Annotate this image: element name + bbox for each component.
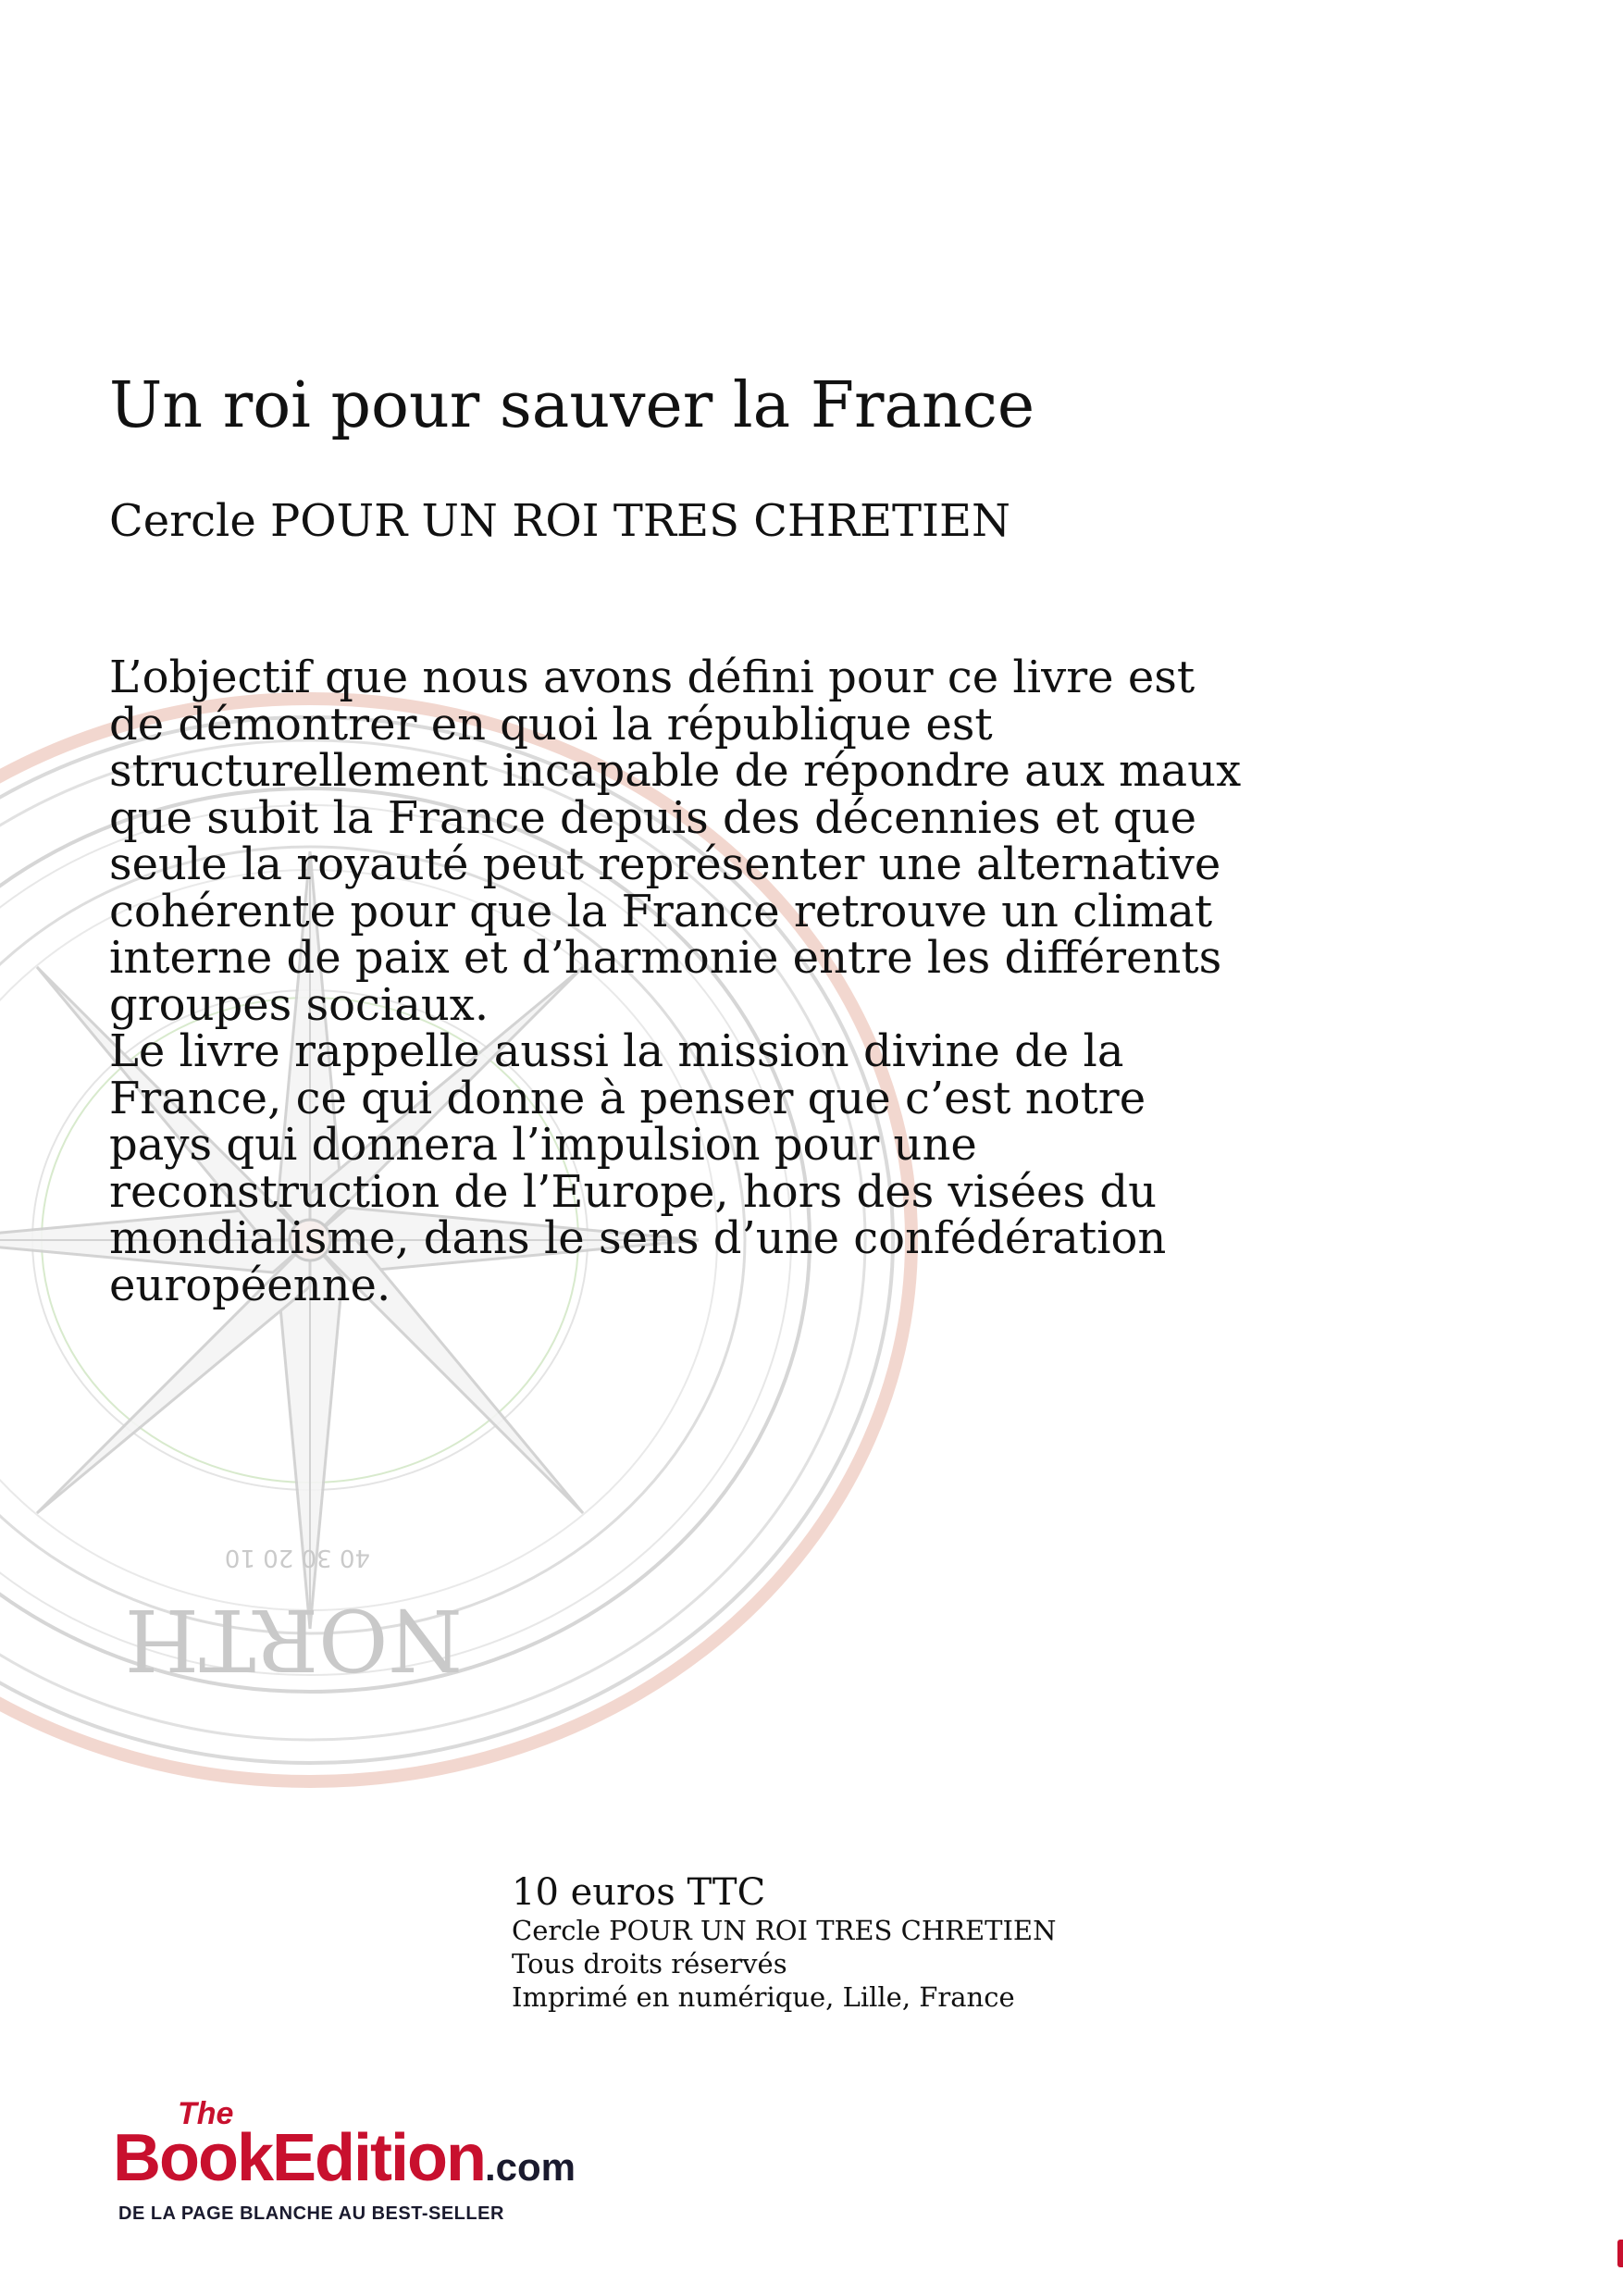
- logo-name: BookEdition: [113, 2121, 485, 2195]
- svg-text:NORTH: NORTH: [124, 1590, 463, 1689]
- logo-the: The: [178, 2096, 234, 2131]
- svg-text:40 30 20 10: 40 30 20 10: [224, 1544, 370, 1571]
- book-author: Cercle POUR UN ROI TRES CHRETIEN: [109, 495, 1011, 547]
- publisher-line: Cercle POUR UN ROI TRES CHRETIEN: [512, 1915, 1057, 1946]
- printing-line: Imprimé en numérique, Lille, France: [512, 1981, 1015, 2013]
- bookedition-logo: [113, 2096, 668, 2244]
- logo-tagline: DE LA PAGE BLANCHE AU BEST-SELLER: [118, 2203, 504, 2224]
- logo-domain: .com: [484, 2145, 576, 2189]
- book-title: Un roi pour sauver la France: [109, 369, 1035, 442]
- price: 10 euros TTC: [512, 1871, 766, 1914]
- rights-line: Tous droits réservés: [512, 1948, 787, 1980]
- book-blurb: [109, 654, 1257, 1309]
- logo-wordmark: [113, 2120, 576, 2196]
- colophon: [512, 1871, 1056, 2014]
- edge-mark: [1617, 2240, 1623, 2267]
- blurb-paragraph: L’objectif que nous avons défini pour ce livre est de démontrer en quoi la république est structurellement incapable de répondre aux maux que subit la France depuis des décennies et que seule la royauté peut représenter une alternative cohérente pour que la France retrouve un climat interne de paix et d’harmonie entre les différents groupes sociaux.: [109, 652, 1242, 1031]
- blurb-paragraph: Le livre rappelle aussi la mission divine de la France, ce qui donne à penser que c’est notre pays qui donnera l’impulsion pour une reconstruction de l’Europe, hors des visées du mondialisme, dans le sens d’une confédération européenne.: [109, 1025, 1167, 1311]
